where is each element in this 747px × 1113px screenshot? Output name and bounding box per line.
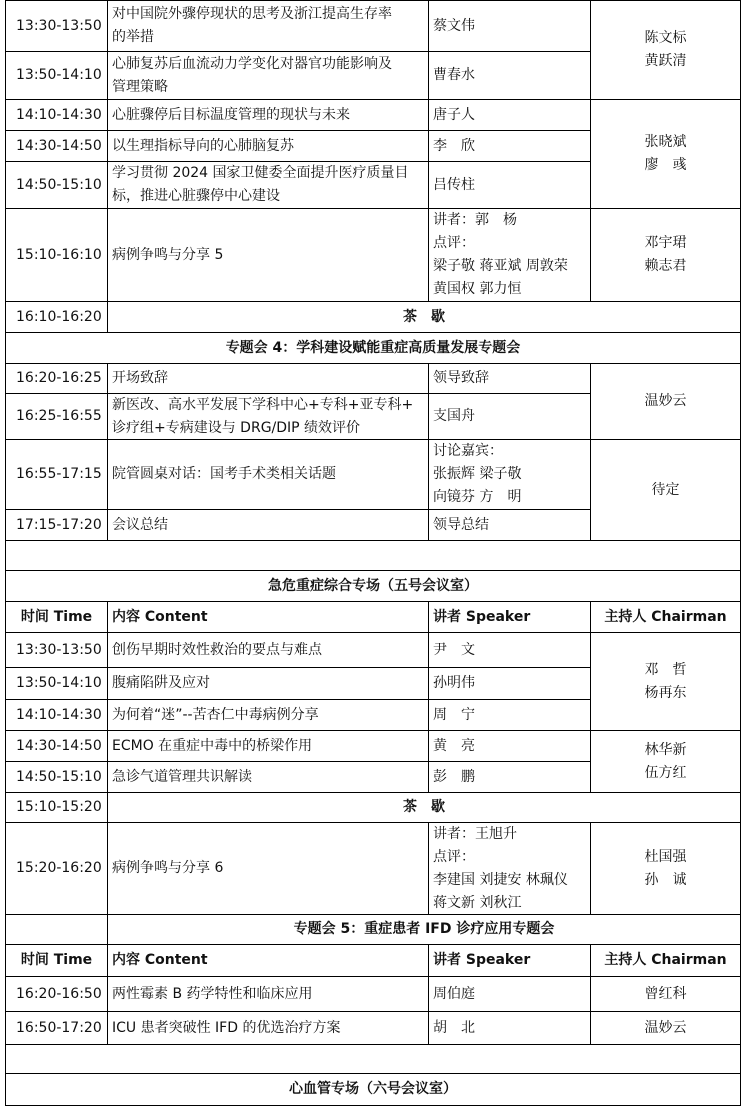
content-cell: 对中国院外骤停现状的思考及浙江提高生存率 的举措 [108, 0, 429, 52]
content-cell: 腹痛陷阱及应对 [108, 668, 429, 700]
content-cell: ICU 患者突破性 IFD 的优选治疗方案 [108, 1012, 429, 1045]
speaker-cell: 唐子人 [429, 100, 591, 131]
time-cell: 14:10-14:30 [5, 700, 108, 731]
speaker-cell: 讲者：郭 杨 点评： 梁子敬 蒋亚斌 周敦荣 黄国权 郭力恒 [429, 209, 591, 302]
chairman-cell: 主持人 Chairman [591, 602, 741, 633]
time-cell: 16:20-16:25 [5, 364, 108, 394]
speaker-cell: 曹春水 [429, 52, 591, 100]
speaker-cell: 支国舟 [429, 394, 591, 440]
speaker-cell: 胡 北 [429, 1012, 591, 1045]
chairman-cell: 温妙云 [591, 1012, 741, 1045]
chairman-cell: 温妙云 [591, 364, 741, 440]
time-cell: 16:55-17:15 [5, 440, 108, 510]
time-cell: 15:20-16:20 [5, 823, 108, 915]
content-cell: 心肺复苏后血流动力学变化对器官功能影响及 管理策略 [108, 52, 429, 100]
speaker-cell: 周伯庭 [429, 977, 591, 1012]
span-cell: 茶 歇 [108, 302, 741, 333]
speaker-cell: 黄 亮 [429, 731, 591, 762]
content-cell: 急诊气道管理共识解读 [108, 762, 429, 793]
content-cell: 为何着“迷”--苦杏仁中毒病例分享 [108, 700, 429, 731]
time-cell: 16:20-16:50 [5, 977, 108, 1012]
speaker-cell: 讨论嘉宾： 张振辉 梁子敬 向镜芬 方 明 [429, 440, 591, 510]
time-cell: 16:10-16:20 [5, 302, 108, 333]
content-cell: 心脏骤停后目标温度管理的现状与未来 [108, 100, 429, 131]
section-title: 心血管专场（六号会议室） [5, 1074, 741, 1106]
chairman-cell: 杜国强 孙 诚 [591, 823, 741, 915]
section-title: 专题会 4：学科建设赋能重症高质量发展专题会 [5, 333, 741, 364]
content-cell: 两性霉素 B 药学特性和临床应用 [108, 977, 429, 1012]
time-cell: 14:50-15:10 [5, 762, 108, 793]
chairman-cell: 待定 [591, 440, 741, 541]
chairman-cell: 林华新 伍方红 [591, 731, 741, 793]
chairman-cell: 陈文标 黄跃清 [591, 0, 741, 100]
content-cell: 院管圆桌对话：国考手术类相关话题 [108, 440, 429, 510]
time-cell: 13:50-14:10 [5, 668, 108, 700]
content-cell: 开场致辞 [108, 364, 429, 394]
time-cell: 时间 Time [5, 945, 108, 977]
speaker-cell: 蔡文伟 [429, 0, 591, 52]
spacer-row [5, 541, 741, 571]
content-cell: 内容 Content [108, 602, 429, 633]
speaker-cell: 周 宁 [429, 700, 591, 731]
content-cell: 内容 Content [108, 945, 429, 977]
time-cell: 14:10-14:30 [5, 100, 108, 131]
time-cell: 14:50-15:10 [5, 162, 108, 209]
time-cell: 15:10-16:10 [5, 209, 108, 302]
time-cell: 时间 Time [5, 602, 108, 633]
chairman-cell: 邓 哲 杨再东 [591, 633, 741, 731]
spacer-row [5, 1045, 741, 1074]
time-cell: 13:30-13:50 [5, 633, 108, 668]
section-title: 急危重症综合专场（五号会议室） [5, 571, 741, 602]
speaker-cell: 讲者 Speaker [429, 602, 591, 633]
chairman-cell: 曾红科 [591, 977, 741, 1012]
speaker-cell: 领导致辞 [429, 364, 591, 394]
content-cell: 以生理指标导向的心肺脑复苏 [108, 131, 429, 162]
blank-cell [5, 915, 108, 945]
content-cell: 创伤早期时效性救治的要点与难点 [108, 633, 429, 668]
speaker-cell: 讲者 Speaker [429, 945, 591, 977]
span-cell: 专题会 5：重症患者 IFD 诊疗应用专题会 [108, 915, 741, 945]
span-cell: 茶 歇 [108, 793, 741, 823]
content-cell: 病例争鸣与分享 5 [108, 209, 429, 302]
chairman-cell: 邓宇珺 赖志君 [591, 209, 741, 302]
content-cell: 会议总结 [108, 510, 429, 541]
time-cell: 14:30-14:50 [5, 131, 108, 162]
speaker-cell: 讲者：王旭升 点评： 李建国 刘捷安 林珮仪 蒋文新 刘秋江 [429, 823, 591, 915]
time-cell: 15:10-15:20 [5, 793, 108, 823]
time-cell: 16:25-16:55 [5, 394, 108, 440]
speaker-cell: 李 欣 [429, 131, 591, 162]
content-cell: 病例争鸣与分享 6 [108, 823, 429, 915]
time-cell: 13:30-13:50 [5, 0, 108, 52]
chairman-cell: 张晓斌 廖 彧 [591, 100, 741, 209]
content-cell: 新医改、高水平发展下学科中心+专科+亚专科+ 诊疗组+专病建设与 DRG/DIP 绩效评价 [108, 394, 429, 440]
content-cell: ECMO 在重症中毒中的桥梁作用 [108, 731, 429, 762]
time-cell: 13:50-14:10 [5, 52, 108, 100]
speaker-cell: 彭 鹏 [429, 762, 591, 793]
time-cell: 17:15-17:20 [5, 510, 108, 541]
content-cell: 学习贯彻 2024 国家卫健委全面提升医疗质量目 标，推进心脏骤停中心建设 [108, 162, 429, 209]
speaker-cell: 吕传柱 [429, 162, 591, 209]
chairman-cell: 主持人 Chairman [591, 945, 741, 977]
speaker-cell: 尹 文 [429, 633, 591, 668]
time-cell: 16:50-17:20 [5, 1012, 108, 1045]
speaker-cell: 孙明伟 [429, 668, 591, 700]
speaker-cell: 领导总结 [429, 510, 591, 541]
time-cell: 14:30-14:50 [5, 731, 108, 762]
